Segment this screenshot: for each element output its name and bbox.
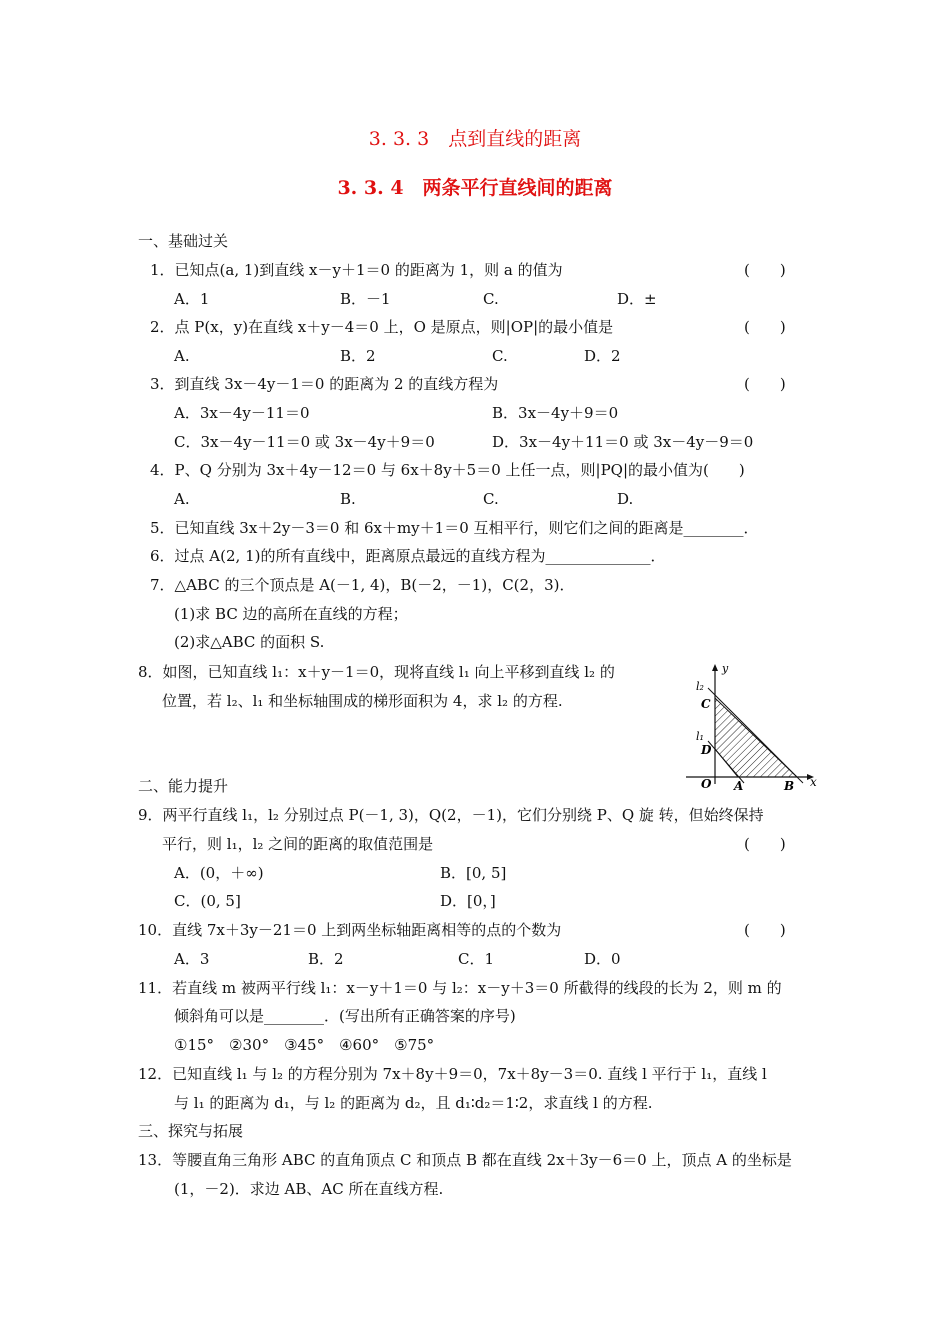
text-line-q3: 3．到直线 3x－4y－1＝0 的距离为 2 的直线方程为 [150, 375, 499, 393]
text-line-q10-d: D．0 [584, 950, 621, 968]
answer-paren: ( ) [744, 261, 786, 279]
point-b-label: B [784, 779, 795, 793]
text-line-q4-opts-d: D. [617, 490, 634, 508]
text-line-q2-opts-d: D．2 [584, 347, 621, 365]
point-c-label: C [701, 697, 711, 711]
line-l1-label: l₁ [696, 730, 704, 743]
y-axis-arrow [712, 664, 718, 671]
text-line-q3-opt-a: A．3x－4y－11＝0 [174, 404, 310, 422]
text-line-q12b: 与 l₁ 的距离为 d₁，与 l₂ 的距离为 d₂，且 d₁∶d₂＝1∶2，求直线 l 的方程. [174, 1094, 653, 1112]
point-d-label: D [701, 743, 712, 757]
text-line-q2-opts-a: A. [174, 347, 190, 365]
text-line-q8a: 8．如图，已知直线 l₁：x＋y－1＝0，现将直线 l₁ 向上平移到直线 l₂ 的 [138, 663, 615, 681]
text-line-q2-opts-c: C. [492, 347, 508, 365]
text-line-sec1: 一、基础过关 [138, 232, 229, 250]
text-line-q2: 2．点 P(x，y)在直线 x＋y－4＝0 上，O 是原点，则|OP|的最小值是 [150, 318, 614, 336]
text-line-q9-d: D．[0，] [440, 892, 496, 910]
point-a-label: A [734, 779, 744, 793]
text-line-q9b: 平行，则 l₁，l₂ 之间的距离的取值范围是 [162, 835, 434, 853]
text-line-q9-a: A．(0，＋∞) [174, 864, 264, 882]
text-line-q1-opts-b: B．－1 [340, 290, 391, 308]
y-label: y [722, 662, 729, 675]
text-line-q9a: 9．两平行直线 l₁，l₂ 分别过点 P(－1, 3)，Q(2，－1)，它们分别绕 P、Q 旋 转，但始终保持 [138, 806, 764, 824]
x-label: x [810, 775, 817, 789]
text-line-q10-a: A．3 [174, 950, 210, 968]
text-line-q1: 1．已知点(a, 1)到直线 x－y＋1＝0 的距离为 1，则 a 的值为 [150, 261, 563, 279]
text-line-q10: 10．直线 7x＋3y－21＝0 上到两坐标轴距离相等的点的个数为 [138, 921, 562, 939]
text-line-q13b: (1，－2)．求边 AB、AC 所在直线方程. [174, 1180, 444, 1198]
text-line-q11c: ①15° ②30° ③45° ④60° ⑤75° [174, 1036, 435, 1054]
text-line-q10-b: B．2 [308, 950, 344, 968]
text-line-q13a: 13．等腰直角三角形 ABC 的直角顶点 C 和顶点 B 都在直线 2x＋3y－6＝0 上，顶点 A 的坐标是 [138, 1151, 792, 1169]
answer-paren: ( ) [744, 375, 786, 393]
text-line-sec2: 二、能力提升 [138, 777, 229, 795]
text-line-q4: 4．P、Q 分别为 3x＋4y－12＝0 与 6x＋8y＋5＝0 上任一点，则|PQ|的最小值为( ) [150, 461, 745, 479]
text-line-q1-opts-c: C. [483, 290, 499, 308]
text-line-q1-opts-d: D．± [617, 290, 657, 308]
text-line-q7-2: (2)求△ABC 的面积 S. [174, 633, 325, 651]
text-line-sec3: 三、探究与拓展 [138, 1122, 244, 1140]
text-line-q9-c: C．(0, 5] [174, 892, 241, 910]
text-line-q11a: 11．若直线 m 被两平行线 l₁：x－y＋1＝0 与 l₂：x－y＋3＝0 所截得的线段的长为 2，则 m 的 [138, 979, 782, 997]
text-line-q3-opt-b: B．3x－4y＋9＝0 [492, 404, 619, 422]
section-title-3-3-3: 3. 3. 3 点到直线的距离 [368, 128, 582, 150]
text-line-q7-1: (1)求 BC 边的高所在直线的方程； [174, 605, 408, 623]
text-line-q3-opt-c: C．3x－4y－11＝0 或 3x－4y＋9＝0 [174, 433, 435, 451]
text-line-q12a: 12．已知直线 l₁ 与 l₂ 的方程分别为 7x＋8y＋9＝0，7x＋8y－3＝0. 直线 l 平行于 l₁，直线 l [138, 1065, 767, 1083]
line-l2-label: l₂ [696, 680, 704, 693]
trapezoid-figure [684, 662, 820, 794]
text-line-q8b: 位置，若 l₂、l₁ 和坐标轴围成的梯形面积为 4，求 l₂ 的方程. [162, 692, 563, 710]
text-line-q3-opt-d: D．3x－4y＋11＝0 或 3x－4y－9＝0 [492, 433, 754, 451]
origin-label: O [701, 777, 712, 791]
text-line-q4-opts-a: A. [174, 490, 190, 508]
answer-paren: ( ) [744, 835, 786, 853]
text-line-q1-opts-a: A．1 [174, 290, 210, 308]
answer-paren: ( ) [744, 318, 786, 336]
text-line-q4-opts-c: C. [483, 490, 499, 508]
text-line-q2-opts-b: B．2 [340, 347, 376, 365]
answer-paren: ( ) [744, 921, 786, 939]
text-line-q4-opts-b: B. [340, 490, 356, 508]
text-line-q11b: 倾斜角可以是________．(写出所有正确答案的序号) [174, 1007, 516, 1025]
text-line-q5: 5．已知直线 3x＋2y－3＝0 和 6x＋my＋1＝0 互相平行，则它们之间的距离是________． [150, 519, 759, 537]
text-line-q6: 6．过点 A(2, 1)的所有直线中，距离原点最远的直线方程为______________． [150, 547, 666, 565]
section-title-3-3-4: 3. 3. 4 两条平行直线间的距离 [337, 177, 613, 199]
text-line-q7: 7．△ABC 的三个顶点是 A(－1, 4)，B(－2，－1)，C(2，3)． [150, 576, 575, 594]
text-line-q9-b: B．[0, 5] [440, 864, 507, 882]
text-line-q10-c: C．1 [458, 950, 495, 968]
